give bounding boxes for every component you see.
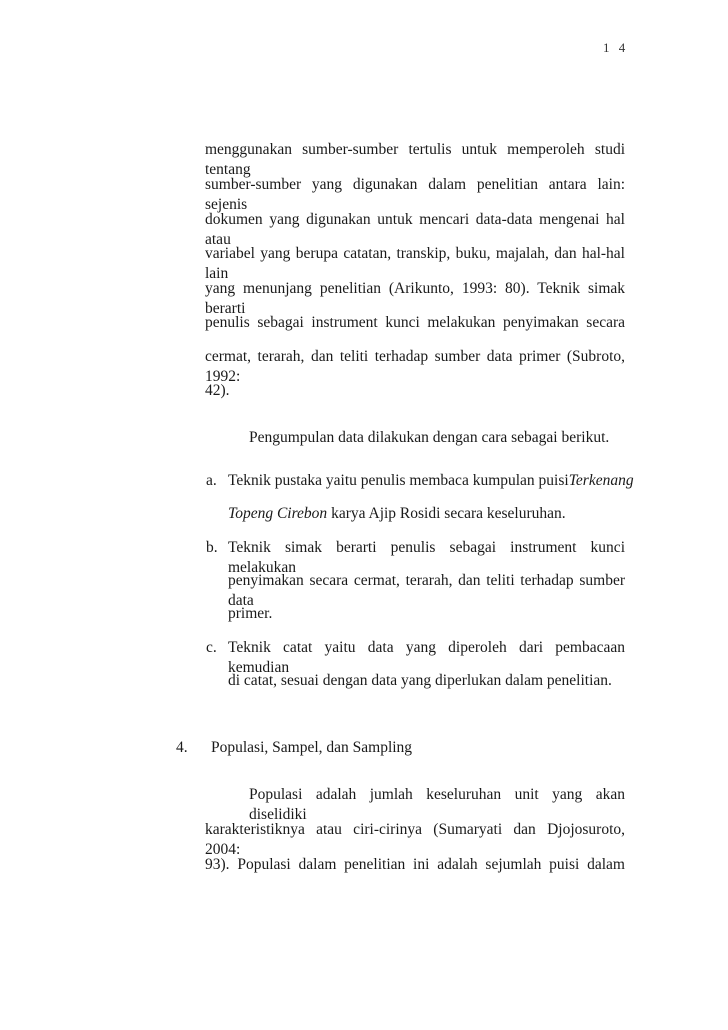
section-paragraph-line: Populasi adalah jumlah keseluruhan unit yang akan diselidiki	[249, 786, 625, 823]
section-paragraph-line: 93). Populasi dalam penelitian ini adalah sejumlah puisi dalam	[205, 856, 625, 873]
page-number: 1 4	[603, 40, 629, 55]
paragraph-line: menggunakan sumber-sumber tertulis untuk memperoleh studi tentang	[205, 141, 625, 178]
list-item-b-line: Teknik simak berarti penulis sebagai instrument kunci melakukan	[228, 539, 625, 576]
section-number: 4.	[176, 739, 188, 756]
list-item-a-italic-title: Terkenang	[568, 472, 634, 489]
section-title: Populasi, Sampel, dan Sampling	[211, 739, 413, 756]
list-item-a-text: Teknik pustaka yaitu penulis membaca kumpulan puisi	[228, 472, 569, 489]
list-marker-b: b.	[206, 539, 218, 556]
list-item-c-line: di catat, sesuai dengan data yang diperlukan dalam penelitian.	[228, 672, 612, 689]
list-item-a-text-cont: karya Ajip Rosidi secara keseluruhan.	[331, 505, 566, 522]
list-item-c-line: Teknik catat yaitu data yang diperoleh dari pembacaan kemudian	[228, 639, 625, 676]
paragraph-line: yang menunjang penelitian (Arikunto, 1993: 80). Teknik simak berarti	[205, 280, 625, 317]
paragraph-line: 42).	[205, 382, 230, 399]
list-item-a-line1	[228, 471, 634, 491]
section-paragraph-line: karakteristiknya atau ciri-cirinya (Sumaryati dan Djojosuroto, 2004:	[205, 821, 625, 858]
paragraph-line: penulis sebagai instrument kunci melakukan penyimakan secara	[205, 314, 625, 331]
list-item-b-line: primer.	[228, 605, 273, 622]
list-item-a-line2	[228, 504, 566, 524]
list-marker-c: c.	[206, 639, 217, 656]
paragraph-line: sumber-sumber yang digunakan dalam penelitian antara lain: sejenis	[205, 176, 625, 213]
paragraph-line: cermat, terarah, dan teliti terhadap sumber data primer (Subroto, 1992:	[205, 348, 625, 385]
paragraph-line: variabel yang berupa catatan, transkip, buku, majalah, dan hal-hal lain	[205, 245, 625, 282]
list-item-a-italic-title-cont: Topeng Cirebon	[228, 505, 328, 522]
list-marker-a: a.	[206, 472, 217, 489]
intro-line: Pengumpulan data dilakukan dengan cara sebagai berikut.	[249, 429, 610, 446]
paragraph-line: dokumen yang digunakan untuk mencari data-data mengenai hal atau	[205, 211, 625, 248]
list-item-b-line: penyimakan secara cermat, terarah, dan teliti terhadap sumber data	[228, 572, 625, 609]
